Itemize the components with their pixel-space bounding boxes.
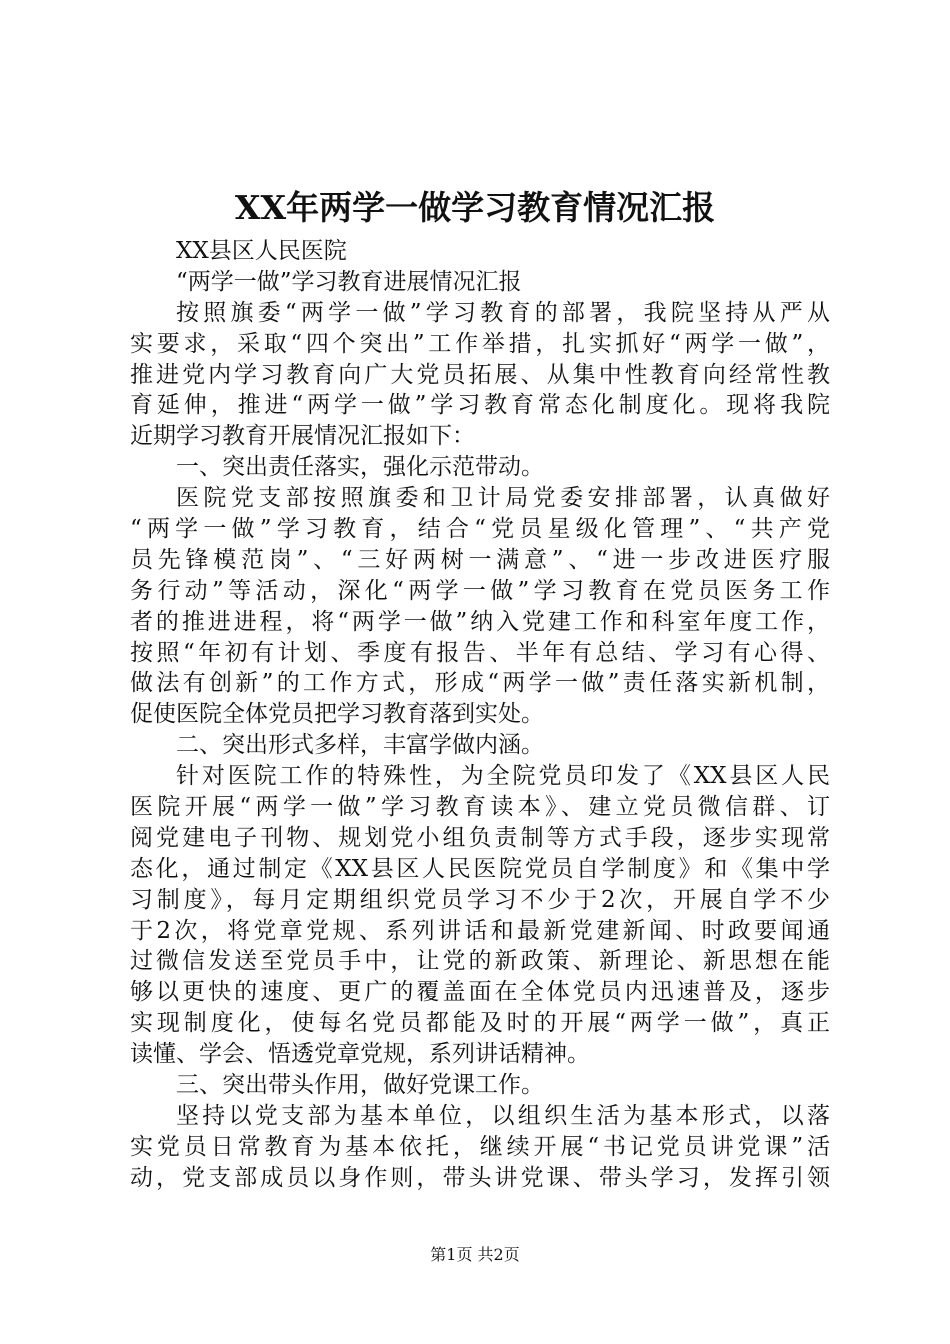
text-line: “两学一做”学习教育进展情况汇报 [176, 268, 522, 295]
text-line: 针对医院工作的特殊性，为全院党员印发了《XX县区人民 [176, 763, 830, 790]
text-line: 推进党内学习教育向广大党员拓展、从集中性教育向经常性教 [130, 361, 830, 388]
text-line: 员先锋模范岗”、“三好两树一满意”、“进一步改进医疗服 [130, 546, 830, 573]
text-line: 三、突出带头作用，做好党课工作。 [176, 1072, 544, 1099]
text-line: 阅党建电子刊物、规划党小组负责制等方式手段，逐步实现常 [130, 824, 830, 851]
text-line: 实要求，采取“四个突出”工作举措，扎实抓好“两学一做”， [130, 330, 830, 357]
text-line: 实党员日常教育为基本依托，继续开展“书记党员讲党课”活 [130, 1133, 830, 1160]
text-line: 习制度》，每月定期组织党员学习不少于2次，开展自学不少 [130, 886, 830, 913]
text-line: “两学一做”学习教育，结合“党员星级化管理”、“共产党 [130, 516, 830, 543]
text-line: 务行动”等活动，深化“两学一做”学习教育在党员医务工作 [130, 577, 830, 604]
text-line: 够以更快的速度、更广的覆盖面在全体党员内迅速普及，逐步 [130, 979, 830, 1006]
page-footer: 第1页 共2页 [430, 1245, 520, 1264]
document-title: XX年两学一做学习教育情况汇报 [234, 188, 716, 227]
text-line: 者的推进进程，将“两学一做”纳入党建工作和科室年度工作， [130, 608, 830, 635]
text-line: 近期学习教育开展情况汇报如下： [130, 423, 475, 450]
text-line: 促使医院全体党员把学习教育落到实处。 [130, 701, 544, 728]
text-line: 于2次，将党章党规、系列讲话和最新党建新闻、时政要闻通 [130, 917, 830, 944]
text-line: 育延伸，推进“两学一做”学习教育常态化制度化。现将我院 [130, 392, 830, 419]
text-line: 按照“年初有计划、季度有报告、半年有总结、学习有心得、 [130, 639, 830, 666]
text-line: 过微信发送至党员手中，让党的新政策、新理论、新思想在能 [130, 948, 830, 975]
text-line: 实现制度化，使每名党员都能及时的开展“两学一做”，真正 [130, 1010, 830, 1037]
text-line: 动，党支部成员以身作则，带头讲党课、带头学习，发挥引领 [130, 1164, 830, 1191]
text-line: 做法有创新”的工作方式，形成“两学一做”责任落实新机制， [130, 670, 830, 697]
document-body [130, 236, 830, 1194]
text-line: 医院党支部按照旗委和卫计局党委安排部署，认真做好 [176, 485, 830, 512]
text-line: 一、突出责任落实，强化示范带动。 [176, 454, 544, 481]
text-line: 按照旗委“两学一做”学习教育的部署，我院坚持从严从 [176, 299, 830, 326]
text-line: 读懂、学会、悟透党章党规，系列讲话精神。 [130, 1041, 590, 1068]
text-line: 坚持以党支部为基本单位，以组织生活为基本形式，以落 [176, 1102, 830, 1129]
text-line: 医院开展“两学一做”学习教育读本》、建立党员微信群、订 [130, 794, 830, 821]
text-line: 二、突出形式多样，丰富学做内涵。 [176, 732, 544, 759]
text-line: XX县区人民医院 [176, 238, 347, 264]
text-line: 态化，通过制定《XX县区人民医院党员自学制度》和《集中学 [130, 855, 830, 882]
